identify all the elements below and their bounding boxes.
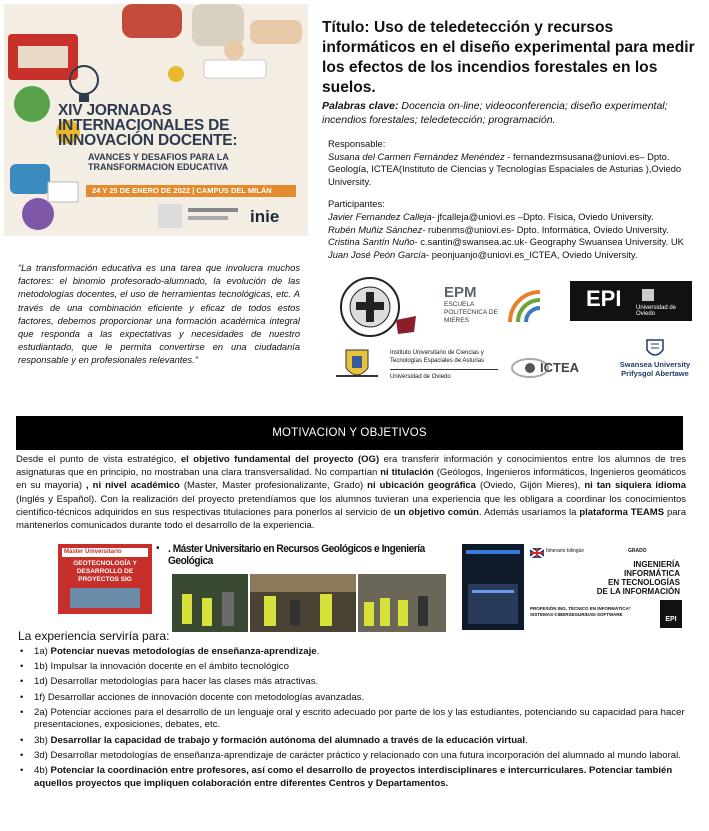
keywords-label: Palabras clave: xyxy=(322,100,399,112)
inie-logo: inie xyxy=(250,207,280,226)
list-item xyxy=(18,646,686,659)
goal-text: 3d) Desarrollar metodologías de enseñanza-aprendizaje de carácter práctico y relacionado con una futura incorporación del alumnado al mundo laboral. xyxy=(34,749,681,761)
experience-heading: La experiencia serviría para: xyxy=(18,629,170,643)
goal-text: 3b) xyxy=(34,734,51,746)
oviedo-crest-icon xyxy=(334,346,380,384)
ictea-institute-logo xyxy=(390,350,505,386)
photo-scene xyxy=(172,574,248,632)
degree-title-line: INFORMÁTICA xyxy=(624,569,680,578)
degree-title-line: INGENIERÍA xyxy=(633,560,680,569)
server-photo xyxy=(462,544,524,630)
list-item xyxy=(18,765,686,790)
conference-banner xyxy=(4,4,308,236)
goal-text: 4b) xyxy=(34,764,51,776)
ictea-university: Universidad de Oviedo xyxy=(390,374,451,380)
participant-name: Cristina Santín Nuño xyxy=(328,236,415,248)
book-image xyxy=(70,588,140,608)
photo-scene xyxy=(358,574,446,632)
conference-title: XIV JORNADAS INTERNACIONALES DE INNOVACIÓN DOCENTE: xyxy=(58,102,238,149)
geologia-seal-icon xyxy=(338,276,418,338)
field-photo-3 xyxy=(358,574,446,632)
epm-logo-sub2: POLITECNICA DE xyxy=(444,309,498,316)
participant-name: Javier Fernandez Calleja xyxy=(328,210,432,222)
intro-text: (Inglés y Español). Con la realización del proyecto pretendíamos que los alumnos tuvieran una experiencia que les obligara a coordinar los conocimientos científico-técnicos adquiridos en sus respectivas titulaciones para ponerlos al servicio de xyxy=(16,493,686,518)
intro-bold: un objetivo común xyxy=(393,506,479,518)
swansea-logo xyxy=(612,338,698,388)
participant-entry xyxy=(328,249,700,262)
list-item xyxy=(18,692,686,705)
participant-name: Juan José Peón García xyxy=(328,248,426,260)
participant-detail: - c.santin@swansea.ac.uk- Geography Swuansea University. UK xyxy=(414,236,684,248)
responsible-name: Susana del Carmen Fernández Menéndez xyxy=(328,150,505,162)
conference-date: 24 Y 25 DE ENERO DE 2022 | CAMPUS DEL MILÁN xyxy=(86,185,296,197)
poster-title: Título: Uso de teledetección y recursos informáticos en el diseño experimental para medir los efectos de los incendios forestales en los suelos. xyxy=(322,19,695,96)
intro-text: para mantenerlos comunicados durante todo el desarrollo de la experiencia. xyxy=(16,506,686,532)
epm-logo-name: EPM xyxy=(444,284,477,301)
intro-text: (Oviedo, Gijón Mieres), xyxy=(475,480,585,492)
epm-logo xyxy=(444,284,544,334)
master-bullet: • xyxy=(156,543,160,554)
goal-text: 1f) Desarrollar acciones de innovación docente con metodologías avanzadas. xyxy=(34,691,365,703)
goal-text: 1a) xyxy=(34,646,51,657)
intro-paragraph xyxy=(16,453,686,532)
crest-icon xyxy=(640,287,656,303)
degree-epi-logo: EPI xyxy=(660,600,682,628)
degree-title-line: EN TECNOLOGÍAS xyxy=(607,578,680,587)
book-header: Máster Universitario xyxy=(62,548,148,557)
intro-bold: ni ubicación geográfica xyxy=(367,480,476,492)
participant-detail: - peonjuanjo@uniovi.es_ICTEA, Oviedo University. xyxy=(425,248,638,260)
quote: “La transformación educativa es una tarea que involucra muchos factores: el binomio profesorado-alumnado, la evolución de las metodologías docentes, el uso de herramientas tecnológicas, etc. A través de una combinación eficiente y eficaz de todos estos factores, debemos proporcionar una formación académica integral que responda a las expectativas y necesidades de nuestro estudiantado, que le permita convertirse en una ciudadanía responsable y en profesionales relevantes.” xyxy=(18,263,300,366)
list-item xyxy=(18,735,686,748)
participant-entry xyxy=(328,224,700,237)
field-photo-2 xyxy=(250,574,356,632)
responsible-label: Responsable: xyxy=(328,138,386,149)
intro-text: (Geólogos, Ingenieros informáticos, Ingenieros geomáticos en su mayoría) xyxy=(16,467,686,492)
list-item xyxy=(18,707,686,732)
book-title: GEOTECNOLOGÍA Y DESARROLLO DE PROYECTOS SIG xyxy=(73,560,137,583)
degree-title xyxy=(580,560,680,596)
intro-bold: el objetivo fundamental del proyecto (OG) xyxy=(180,454,380,465)
goal-text: . xyxy=(316,646,320,657)
bilingual-tag: Itinerario bilingüe xyxy=(546,548,585,554)
list-item xyxy=(18,661,686,674)
keywords-text: Docencia on-line; videoconferencia; diseño experimental; incendios forestales; teledetección; programación. xyxy=(322,100,668,126)
participant-detail: - jfcalleja@uniovi.es –Dpto. Física, Oviedo University. xyxy=(431,210,654,222)
swansea-name: Swansea University xyxy=(619,360,691,369)
epi-logo xyxy=(570,281,692,321)
oviedo-crest-logo xyxy=(334,346,380,384)
goal-text: 2a) Potenciar acciones para el desarrollo de un lenguaje oral y escrito adecuado por parte de los y las estudiantes, potenciando su capacidad para hacer presentaciones, exposiciones, debates, etc. xyxy=(34,706,685,731)
responsible-detail: - fernandezmsusana@uniovi.es– Dpto. Geología, ICTEA(Instituto de Ciencias y Tecnologías Espaciales de Asturias ),Oviedo University. xyxy=(328,150,682,187)
degree-footer-line: PROFESIÓN ING. TÉCNICO EN INFORMÁTICA* xyxy=(530,606,631,611)
epi-logo-sub: Universidad de Oviedo xyxy=(636,305,677,317)
intro-bold: ni tan siquiera idioma xyxy=(584,480,687,492)
participant-name: Rubén Muñiz Sánchez xyxy=(328,223,423,235)
intro-bold: ni titulación xyxy=(380,467,434,479)
section-header: MOTIVACION Y OBJETIVOS xyxy=(16,416,683,450)
intro-text: (Master, Master profesionalizante, Grado) xyxy=(179,480,368,492)
goals-list xyxy=(18,646,686,793)
degree-footer-line: SISTEMAS-CIBERSEGURIDAD-SOFTWARE xyxy=(530,612,623,617)
goal-bold: Potenciar nuevas metodologías de enseñanza-aprendizaje xyxy=(50,646,317,657)
intro-text: . Además usaríamos la xyxy=(478,506,580,518)
ictea-logo-name: ICTEA xyxy=(540,360,579,375)
goal-bold: Desarrollar la capacidad de trabajo y formación autónoma del alumnado a través de la educación virtual xyxy=(50,734,526,746)
list-item xyxy=(18,676,686,689)
epm-logo-sub1: ESCUELA xyxy=(444,301,475,308)
ictea-institute-name-1: Instituto Universitario de Ciencias y xyxy=(390,350,484,356)
participants-label: Participantes: xyxy=(328,198,385,210)
ictea-institute-name-2: Tecnologías Espaciales de Asturias xyxy=(390,357,485,364)
conference-subtitle: AVANCES Y DESAFIOS PARA LA TRANSFORMACION EDUCATIVA xyxy=(88,152,229,172)
participant-entry xyxy=(328,211,700,224)
intro-bold: plataforma TEAMS xyxy=(579,506,665,518)
authors-block xyxy=(328,138,700,261)
goal-bold: Potenciar la coordinación entre profesores, así como el desarrollo de proyectos interdisciplinares e intercurriculares. Potenciar también aquellos proyectos que impliquen colaboración entre diferentes Centros y Departamentos. xyxy=(34,764,673,789)
degree-footer xyxy=(530,606,654,618)
epi-logo-name: EPI xyxy=(586,286,622,311)
goal-text: 1b) Impulsar la innovación docente en el ámbito tecnológico xyxy=(34,661,289,673)
degree-panel xyxy=(524,544,684,630)
responsible-entry xyxy=(328,151,700,189)
list-item xyxy=(18,750,686,763)
field-photo-1 xyxy=(172,574,248,632)
grado-label: GRADO xyxy=(628,548,647,554)
participant-entry xyxy=(328,236,700,249)
master-book-cover xyxy=(58,544,152,614)
uk-flag-icon xyxy=(530,548,544,558)
goal-text: . xyxy=(525,734,528,746)
intro-text: era transferir información y conocimientos entre los alumnos de tres asignaturas que en principio, no mostraban una clara transversalidad. No compartían xyxy=(16,454,686,479)
geologia-logo xyxy=(338,276,418,338)
swansea-crest-icon xyxy=(644,338,666,360)
participant-detail: - rubenms@uniovi.es- Dpto. Informática, Oviedo University. xyxy=(422,223,669,235)
keywords xyxy=(322,99,702,127)
swansea-name-welsh: Prifysgol Abertawe xyxy=(621,369,689,378)
intro-bold: , ni nivel académico xyxy=(86,480,180,492)
degree-title-line: DE LA INFORMACIÓN xyxy=(596,587,680,596)
ictea-logo xyxy=(508,346,608,384)
master-caption: . Máster Universitario en Recursos Geológicos e Ingeniería Geológica xyxy=(168,543,425,567)
goal-text: 1d) Desarrollar metodologías para hacer las clases más atractivas. xyxy=(34,676,319,688)
intro-text: Desde el punto de vista estratégico, xyxy=(16,454,181,465)
epm-logo-sub3: MIERES xyxy=(444,317,469,324)
epm-arcs-icon xyxy=(506,288,542,324)
photo-scene xyxy=(462,544,524,630)
photo-scene xyxy=(250,574,356,632)
